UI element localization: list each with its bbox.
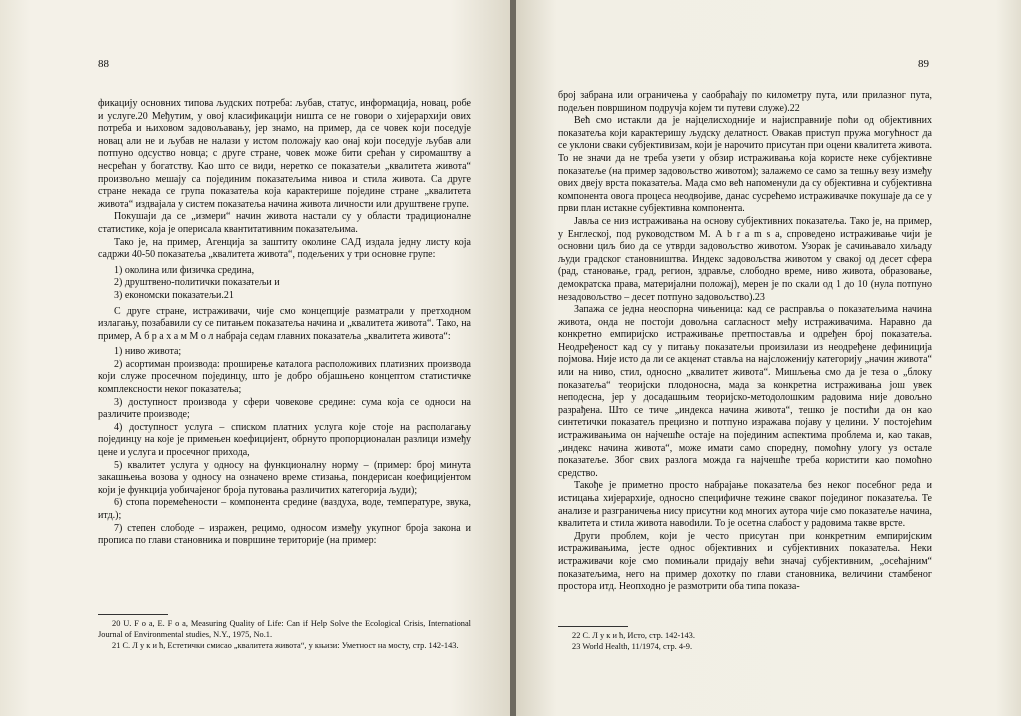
paragraph: Тако је, на пример, Агенција за заштиту околине САД издала једну листу која садржи 40-50 показатеља „квалитета живота“, подељених у три основне групе: <box>98 236 471 261</box>
footnote: 20 U. F o a, E. F o a, Measuring Quality of Life: Can if Help Solve the Ecological Crisis, International Journal of Environmental studies, N.Y., 1975, No.1. <box>98 619 471 639</box>
page-number-left: 88 <box>98 58 109 70</box>
list-environment-groups <box>98 265 471 303</box>
footnote: 21 С. Л у к и ћ, Естетички смисао „квалитета живота“, у књизи: Уметност на мосту, стр. 142-143. <box>112 641 459 650</box>
paragraph: број забрана или ограничења у саобраћају по километру пута, или прилазног пута, подељен површином подручја којем ти путеви служе).22 <box>558 90 932 114</box>
footnote: 22 С. Л у к и ћ, Исто, стр. 142-143. <box>572 631 695 640</box>
footnote-rule <box>98 614 168 615</box>
list-item: 6) стопа поремећености – компонента средине (ваздуха, воде, температуре, звука, итд.); <box>98 497 471 521</box>
page-number-right: 89 <box>918 58 929 70</box>
paragraph: Покушаји да се „измери“ начин живота настали су у области традиционалне статистике, која је оперисала квантитативним показатељима. <box>98 211 471 235</box>
list-item: 4) доступност услуга – списком платних услуга које стоје на располагању појединцу на које је примењен коефицијент, обрнуто пропорционалан разлици између цене и услуга и просечног прихода, <box>98 421 471 459</box>
left-footnotes <box>98 618 471 651</box>
paragraph: фикацију основних типова људских потреба: љубав, статус, информација, новац, робе и услуге.20 Међутим, у овој класификацији ништа се не говори о хијерархији ових потреба и њиховом задовољавању, јер знамо, на пример, да се човек који поседује новац али не и љубав не налази у истом положају као онај који поседује љубав али потпуно одсуство новца; с друге стране, човек може бити срећан у сиромаштву а несрећан у богатству. Као што се види, нерeтко се показатељи „квалитета живота“ произвољно мешају са појединим показатељима нивоа и стила живота. Са друге стране некада се група показатеља која карактерише поједине стране „квалитета живота“ издваjала у систем показатеља начина живота личности или друштвене групе. <box>98 98 471 210</box>
list-item: 2) асортиман производа: проширење каталога расположивих платизних производа који служе просечном појединцу, што је добро објашњено концептом статистичке комплексности неког показатеља; <box>98 358 471 396</box>
list-item: 5) квалитет услуга у односу на функционалну норму – (пример: број минута закашњења возова у односу на означено време стизања, пондерисан коефицијентом који је функција уобичајеног броја путовања различитих категорија људи); <box>98 459 471 496</box>
left-page-body <box>98 98 471 548</box>
list-item: 3) доступност производа у сфери човекове средине: сума која се односи на различите производе; <box>98 396 471 421</box>
paragraph: Такође је приметно просто набрајање показатеља без неког посебног реда и истицања хијерархије, односно специфичне тежине сваког појединог показатеља. Те анализе и разграничења нису присутни код многих аутора чије смо показатеље начина, квалитета и стила живота навodили. То је осетна слабост у радовима такве врсте. <box>558 480 932 530</box>
paragraph: Запажа се једна неоспорна чињеница: кад се расправља о показатељима начина живота, онда не постоји довољна сагласност међу истраживачима. Наравно да конкретно емпиријско истраживање претпоставља и одређен број показатеља. Неодређеност кад су у питању показатељи произилази из неодређене дефиниција појмова. Није исто да ли се акценат ставља на најсложенију категорију „начин живота“ или на ниво, стил, односно „квалитет живота“. Мишљења смо да је теза о „блоку показатеља“ теоријски плодоносна, мада за конкретна истраживања још увек неподесна, јер у досадашњим теоријско-методолошким радовима није довољно разрађена. Што се тиче „индекса начина живота“, тешко је постићи да он као синтетички показатељ прецизно и потпуно изражава појаву у целини. У постојећим истраживањима он најчешће остаје на појединим аспектима проблема и, као такав, „индекс начина живота“, може имати само споредну, помоћну улогу уз остале показатеље. Због свих разлога можда га најчешће треба користити као помоћно средство. <box>558 304 932 479</box>
footnote: 23 World Health, 11/1974, стр. 4-9. <box>572 642 693 651</box>
list-mol-indicators <box>98 346 471 548</box>
right-footnotes <box>558 630 932 652</box>
right-page-body <box>558 90 932 594</box>
list-item: 1) ниво живота; <box>114 346 182 358</box>
paragraph: Јавља се низ истраживања на основу субјективних показатеља. Тако је, на пример, у Енглеској, под руководством М. А b r a m s a, спроведено истраживање чији је основни циљ био да се утврди задовољство животом. Узорак је сачињавало хиљаду људи градског становништва. Индекс задовољства животом у свакој од десет сфера (рад, становање, град, регион, здравље, слободно време, ниво живота, образовање, демократска права, материјални положај), мерен је по скали од 1 до 10 (нула потпуно незадовољство – десет потпуно задовољство).23 <box>558 215 932 303</box>
right-page <box>516 0 1021 716</box>
paragraph: Други проблем, који је често присутан при конкретним емпиријским истраживањима, јесте однос објективних и субјективних показатеља. Неки истраживачи које смо помињали придају већи значај субјективним, „осећајним“ показатељима, него на пример дохотку по глави становника, величини стамбеног простора итд. Неопходно је размотрити оба типа показа- <box>558 530 932 593</box>
paragraph: Већ смо истакли да је најцелисходније и најисправније поћи од објективних показатеља који карактеришу људску делатност. Овакав приступ пружа могућност да се уклони сваки субјективизам, који је нарочито присутан при оцени квалитета живота. То не значи да не треба узети у обзир истраживања која користе неке субјективне показатеље (на пример задовољство животом); залажемо се само за тешњу везу између ових двеју врста показатеља. Мада смо већ напоменули да су објективна и субјективна компонента овога процеса неодвојиве, данас сусрећемо истраживачке покушаје да се у први план истакне субјективна компонента. <box>558 115 932 215</box>
list-item: 1) околина или физичка средина, <box>114 264 255 276</box>
paragraph: С друге стране, истраживачи, чије смо концепције размaтрали у претходном излагању, позабавили су се питањем показатеља начина и „квалитета живота“. Тако, на пример, А б р а х а м М о л набраја седам главних показатеља „квалитета живота“: <box>98 305 471 342</box>
list-item: 3) економски показатељи.21 <box>114 289 234 301</box>
list-item: 7) степен слободе – изражен, рецимо, односом између укупног броја закона и прописа по глави становника и површине територије (на пример: <box>98 522 471 547</box>
list-item: 2) друштвено-политички показатељи и <box>114 277 280 289</box>
footnote-rule <box>558 626 628 627</box>
